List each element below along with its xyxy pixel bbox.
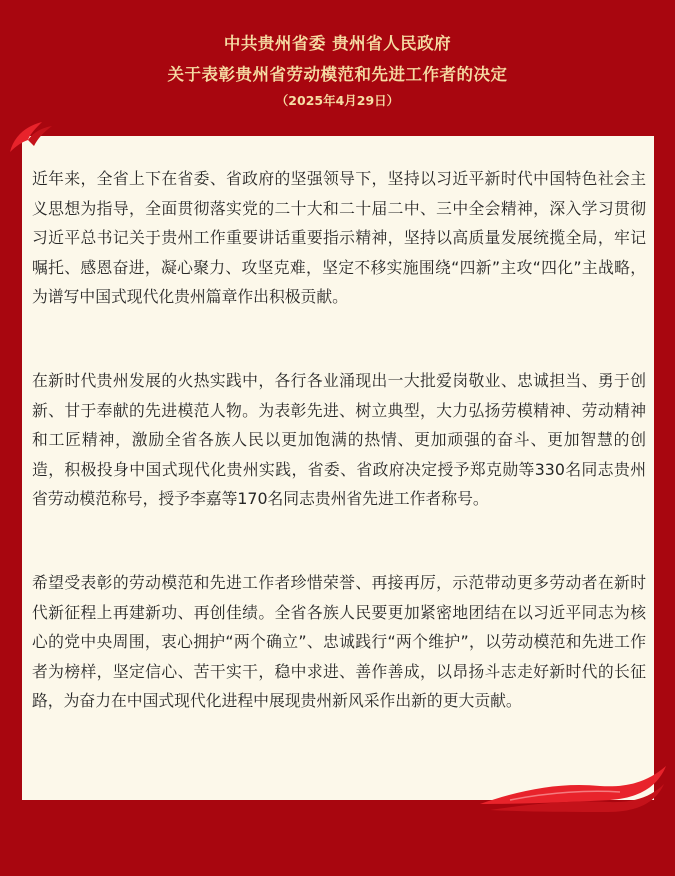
document-header [0,0,675,130]
paragraph-3: 希望受表彰的劳动模范和先进工作者珍惜荣誉、再接再厉，示范带动更多劳动者在新时代新征程上再建新功、再创佳绩。全省各族人民要更加紧密地团结在以习近平同志为核心的党中央周围，衷心拥护“两个确立”、忠诚践行“两个维护”，以劳动模范和先进工作者为榜样，坚定信心、苦干实干，稳中求进、善作善成，以昂扬斗志走好新时代的长征路，为奋力在中国式现代化进程中展现贵州新风采作出新的更大贡献。 [32,573,646,711]
document-title: 关于表彰贵州省劳动模范和先进工作者的决定 [167,65,508,84]
issuer-title: 中共贵州省委 贵州省人民政府 [223,34,452,53]
document-body [22,136,654,800]
paragraph-2: 在新时代贵州发展的火热实践中，各行各业涌现出一大批爱岗敬业、忠诚担当、勇于创新、甘于奉献的先进模范人物。为表彰先进、树立典型，大力弘扬劳模精神、劳动精神和工匠精神，激励全省各族人民以更加饱满的热情、更加顽强的奋斗、更加智慧的创造，积极投身中国式现代化贵州实践，省委、省政府决定授予郑克勋等330名同志贵州省劳动模范称号，授予李嘉等170名同志贵州省先进工作者称号。 [32,371,646,509]
document-date: （2025年4月29日） [275,93,400,108]
paragraph-1: 近年来，全省上下在省委、省政府的坚强领导下，坚持以习近平新时代中国特色社会主义思想为指导，全面贯彻落实党的二十大和二十届二中、三中全会精神，深入学习贯彻习近平总书记关于贵州工作重要讲话重要指示精神，坚持以高质量发展统揽全局，牢记嘱托、感恩奋进，凝心聚力、攻坚克难，坚定不移实施围绕“四新”主攻“四化”主战略，为谱写中国式现代化贵州篇章作出积极贡献。 [32,169,646,307]
ribbon-decoration-bottom-right [470,760,670,820]
ribbon-decoration-top-left [8,118,54,158]
